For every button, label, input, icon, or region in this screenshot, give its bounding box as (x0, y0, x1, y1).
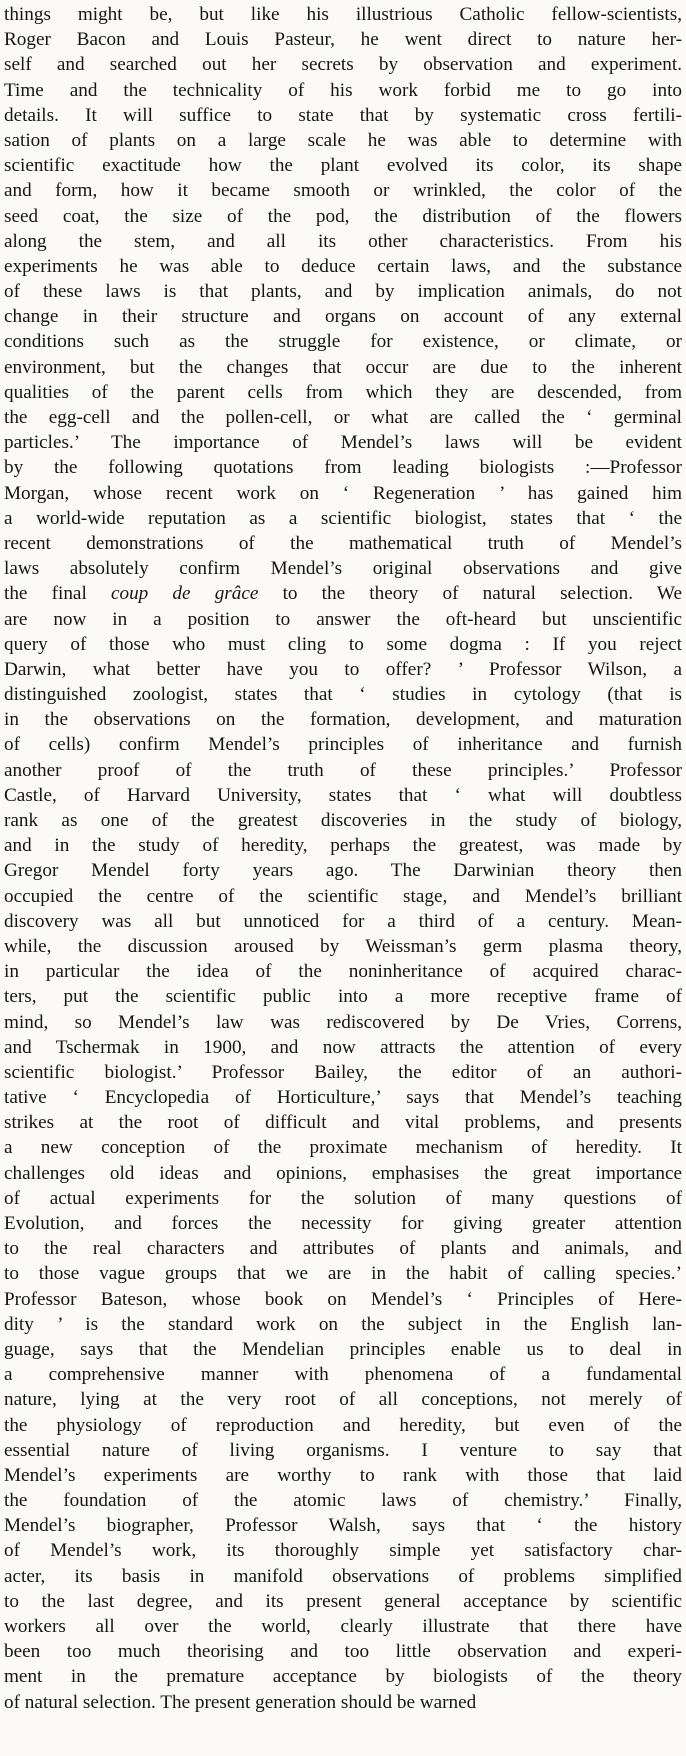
text-line: along the stem, and all its other characteristics. From his (4, 230, 682, 252)
text-line: ters, put the scientific public into a more receptive frame of (4, 986, 682, 1008)
text-line: a world-wide reputation as a scientific biologist, states that ‘ the (4, 507, 682, 529)
text-line: conditions such as the struggle for existence, or climate, or (4, 331, 682, 353)
text-line: a new conception of the proximate mechanism of heredity. It (4, 1137, 682, 1159)
text-line: Morgan, whose recent work on ‘ Regeneration ’ has gained him (4, 482, 682, 504)
text-line: self and searched out her secrets by observation and experiment. (4, 54, 682, 76)
text-line: acter, its basis in manifold observations of problems simplified (4, 1565, 682, 1587)
text-line: of these laws is that plants, and by implication animals, do not (4, 281, 682, 303)
text-line: Mendel’s biographer, Professor Walsh, says that ‘ the history (4, 1515, 682, 1537)
text-line: of Mendel’s work, its thoroughly simple yet satisfactory char- (4, 1540, 682, 1562)
text-line: discovery was all but unnoticed for a third of a century. Mean- (4, 910, 682, 932)
text-line: rank as one of the greatest discoveries in the study of biology, (4, 810, 682, 831)
text-line: to the real characters and attributes of plants and animals, and (4, 1238, 682, 1260)
text-line: ment in the premature acceptance by biologists of the theory (4, 1666, 682, 1688)
text-line: query of those who must cling to some dogma : If you reject (4, 633, 682, 655)
text-line: in the observations on the formation, development, and maturation (4, 709, 682, 731)
text-line: Gregor Mendel forty years ago. The Darwinian theory then (4, 860, 682, 882)
text-line: scientific biologist.’ Professor Bailey, the editor of an authori- (4, 1061, 682, 1083)
text-line: things might be, but like his illustrious Catholic fellow-scientists, (4, 4, 682, 25)
text-line: the physiology of reproduction and heredity, but even of the (4, 1414, 682, 1436)
text-line: change in their structure and organs on account of any external (4, 306, 682, 328)
text-line: nature, lying at the very root of all conceptions, not merely of (4, 1389, 682, 1411)
text-line: to the last degree, and its present general acceptance by scientific (4, 1590, 682, 1612)
text-segment: the final (4, 583, 111, 605)
text-line (4, 581, 682, 606)
text-line: been too much theorising and too little observation and experi- (4, 1641, 682, 1663)
text-line: laws absolutely confirm Mendel’s original observations and give (4, 558, 682, 580)
text-line: Professor Bateson, whose book on Mendel’s ‘ Principles of Here- (4, 1288, 682, 1310)
text-line: and form, how it became smooth or wrinkled, the color of the (4, 180, 682, 202)
text-line: to those vague groups that we are in the habit of calling species.’ (4, 1263, 682, 1285)
text-line: the foundation of the atomic laws of chemistry.’ Finally, (4, 1490, 682, 1512)
text-line: distinguished zoologist, states that ‘ studies in cytology (that is (4, 684, 682, 706)
text-line: of cells) confirm Mendel’s principles of inheritance and furnish (4, 734, 682, 756)
text-line: dity ’ is the standard work on the subject in the English lan- (4, 1313, 682, 1335)
text-line: environment, but the changes that occur are due to the inherent (4, 356, 682, 378)
text-line: experiments he was able to deduce certain laws, and the substance (4, 255, 682, 277)
text-line: Roger Bacon and Louis Pasteur, he went direct to nature her- (4, 29, 682, 51)
text-line: workers all over the world, clearly illustrate that there have (4, 1616, 682, 1637)
text-line: challenges old ideas and opinions, emphasises the great importance (4, 1162, 682, 1184)
body-text (4, 2, 682, 1715)
text-line: occupied the centre of the scientific stage, and Mendel’s brilliant (4, 885, 682, 907)
text-line: scientific exactitude how the plant evolved its color, its shape (4, 155, 682, 177)
text-line: seed coat, the size of the pod, the distribution of the flowers (4, 205, 682, 227)
italic-phrase: coup de grâce (110, 583, 259, 605)
text-line: guage, says that the Mendelian principles enable us to deal in (4, 1338, 682, 1360)
text-line: Evolution, and forces the necessity for giving greater attention (4, 1213, 682, 1234)
text-line: the egg-cell and the pollen-cell, or what are called the ‘ germinal (4, 407, 682, 428)
text-line: particles.’ The importance of Mendel’s laws will be evident (4, 432, 682, 454)
text-line: and Tschermak in 1900, and now attracts the attention of every (4, 1036, 682, 1058)
text-line: details. It will suffice to state that by systematic cross fertili- (4, 104, 682, 126)
text-line: in particular the idea of the noninheritance of acquired charac- (4, 961, 682, 983)
text-segment: to the theory of natural selection. We (258, 583, 682, 605)
text-line: a comprehensive manner with phenomena of a fundamental (4, 1364, 682, 1386)
text-line: qualities of the parent cells from which they are descended, from (4, 381, 682, 403)
text-line: Mendel’s experiments are worthy to rank with those that laid (4, 1464, 682, 1486)
text-line: sation of plants on a large scale he was able to determine with (4, 129, 682, 151)
text-line: another proof of the truth of these principles.’ Professor (4, 759, 682, 781)
text-line: Darwin, what better have you to offer? ’ Professor Wilson, a (4, 658, 682, 680)
text-line: recent demonstrations of the mathematical truth of Mendel’s (4, 532, 682, 554)
text-line: and in the study of heredity, perhaps the greatest, was made by (4, 835, 682, 857)
text-line: strikes at the root of difficult and vital problems, and presents (4, 1112, 682, 1134)
text-line: of actual experiments for the solution of many questions of (4, 1187, 682, 1209)
text-line: while, the discussion aroused by Weissman’s germ plasma theory, (4, 935, 682, 957)
text-line: tative ‘ Encyclopedia of Horticulture,’ says that Mendel’s teaching (4, 1087, 682, 1109)
text-line: are now in a position to answer the oft-heard but unscientific (4, 608, 682, 630)
text-line: essential nature of living organisms. I venture to say that (4, 1439, 682, 1461)
text-line: mind, so Mendel’s law was rediscovered by De Vries, Correns, (4, 1011, 682, 1033)
text-line: by the following quotations from leading biologists :—Professor (4, 457, 682, 479)
text-line: Time and the technicality of his work forbid me to go into (4, 79, 682, 101)
text-line: of natural selection. The present generation should be warned (4, 1691, 477, 1713)
text-line: Castle, of Harvard University, states that ‘ what will doubtless (4, 784, 682, 806)
